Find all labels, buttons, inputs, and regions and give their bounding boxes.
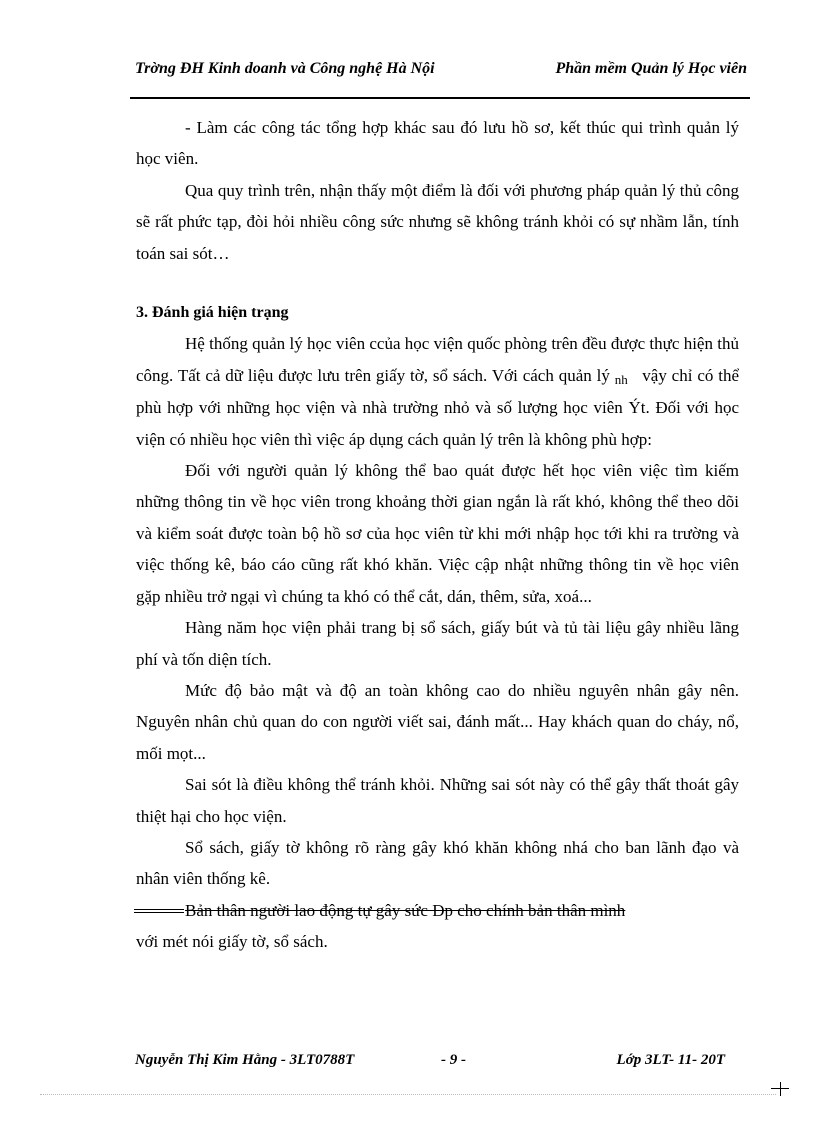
paragraph-5: Hàng năm học viện phải trang bị sổ sách, giấy bút và tủ tài liệu gây nhiều lãng phí và tốn diện tích. xyxy=(136,618,739,669)
page-header xyxy=(135,60,747,84)
paragraph-9-struck: Bản thân người lao động tự gây sức Ðp cho chính bản thân mình xyxy=(185,900,626,920)
paragraph-3-part-b: vậy chỉ có thể phù hợp với những học viện và nhà trường nhỏ và số lượng học viên Ýt. Đối với học viện có nhiều học viên thì việc áp dụng cách quản lý trên là không phù hợp: xyxy=(136,365,744,449)
section-heading: 3. Đánh giá hiện trạng xyxy=(136,304,289,322)
header-divider xyxy=(130,97,750,99)
page-edge xyxy=(40,1094,776,1095)
header-title: Phần mềm Quản lý Học viên xyxy=(555,60,747,77)
paragraph-3-part-a: Hệ thống quản lý học viên ccủa học viện quốc phòng trên đều được thực hiện thủ công. Tất cả dữ liệu được lưu trên giấy tờ, sổ sách. Với cách quản lý xyxy=(136,334,739,385)
footer-class: Lớp 3LT- 11- 20T xyxy=(616,1052,725,1068)
page-footer xyxy=(135,1052,725,1074)
strike-mark xyxy=(134,909,184,913)
paragraph-9 xyxy=(136,895,739,926)
paragraph-8: Sổ sách, giấy tờ không rõ ràng gây khó khăn không nhá cho ban lãnh đạo và nhân viên thống kê. xyxy=(136,837,739,889)
header-school: Trờng ĐH Kinh doanh và Công nghệ Hà Nội xyxy=(135,60,435,77)
paragraph-3 xyxy=(136,328,744,455)
paragraph-1: - Làm các công tác tổng hợp khác sau đó lưu hồ sơ, kết thúc qui trình quản lý học viên. xyxy=(136,118,739,169)
crop-mark-vertical xyxy=(780,1082,781,1096)
page-number: - 9 - xyxy=(441,1052,466,1068)
paragraph-9-continuation: với mét nói giấy tờ, sổ sách. xyxy=(136,932,328,952)
paragraph-7: Sai sót là điều không thể tránh khỏi. Những sai sót này có thể gây thất thoát gây thiệt hại cho học viện. xyxy=(136,775,739,826)
crop-mark-horizontal xyxy=(771,1088,789,1089)
paragraph-2: Qua quy trình trên, nhận thấy một điểm là đối với phương pháp quản lý thủ công sẽ rất phức tạp, đòi hỏi nhiều công sức nhưng sẽ không tránh khỏi có sự nhầm lẫn, tính toán sai sót… xyxy=(136,180,739,263)
paragraph-4: Đối với người quản lý không thể bao quát được hết học viên việc tìm kiếm những thông tin về học viên trong khoảng thời gian ngắn là rất khó, không thể theo dõi và kiểm soát được toàn bộ hồ sơ của học viên từ khi mới nhập học tới khi ra trường và việc thống kê, báo cáo cũng rất khó khăn. Việc cập nhật những thông tin về học viên gặp nhiều trở ngại vì chúng ta khó có thể cắt, dán, thêm, sửa, xoá... xyxy=(136,461,739,606)
footer-author: Nguyễn Thị Kim Hằng - 3LT0788T xyxy=(135,1052,355,1068)
paragraph-6: Mức độ bảo mật và độ an toàn không cao do nhiều nguyên nhân gây nên. Nguyên nhân chủ quan do con người viết sai, đánh mất... Hay khách quan do cháy, nổ, mối mọt... xyxy=(136,680,739,763)
document-body xyxy=(136,112,744,958)
paragraph-3-fragment: nh xyxy=(614,371,628,387)
